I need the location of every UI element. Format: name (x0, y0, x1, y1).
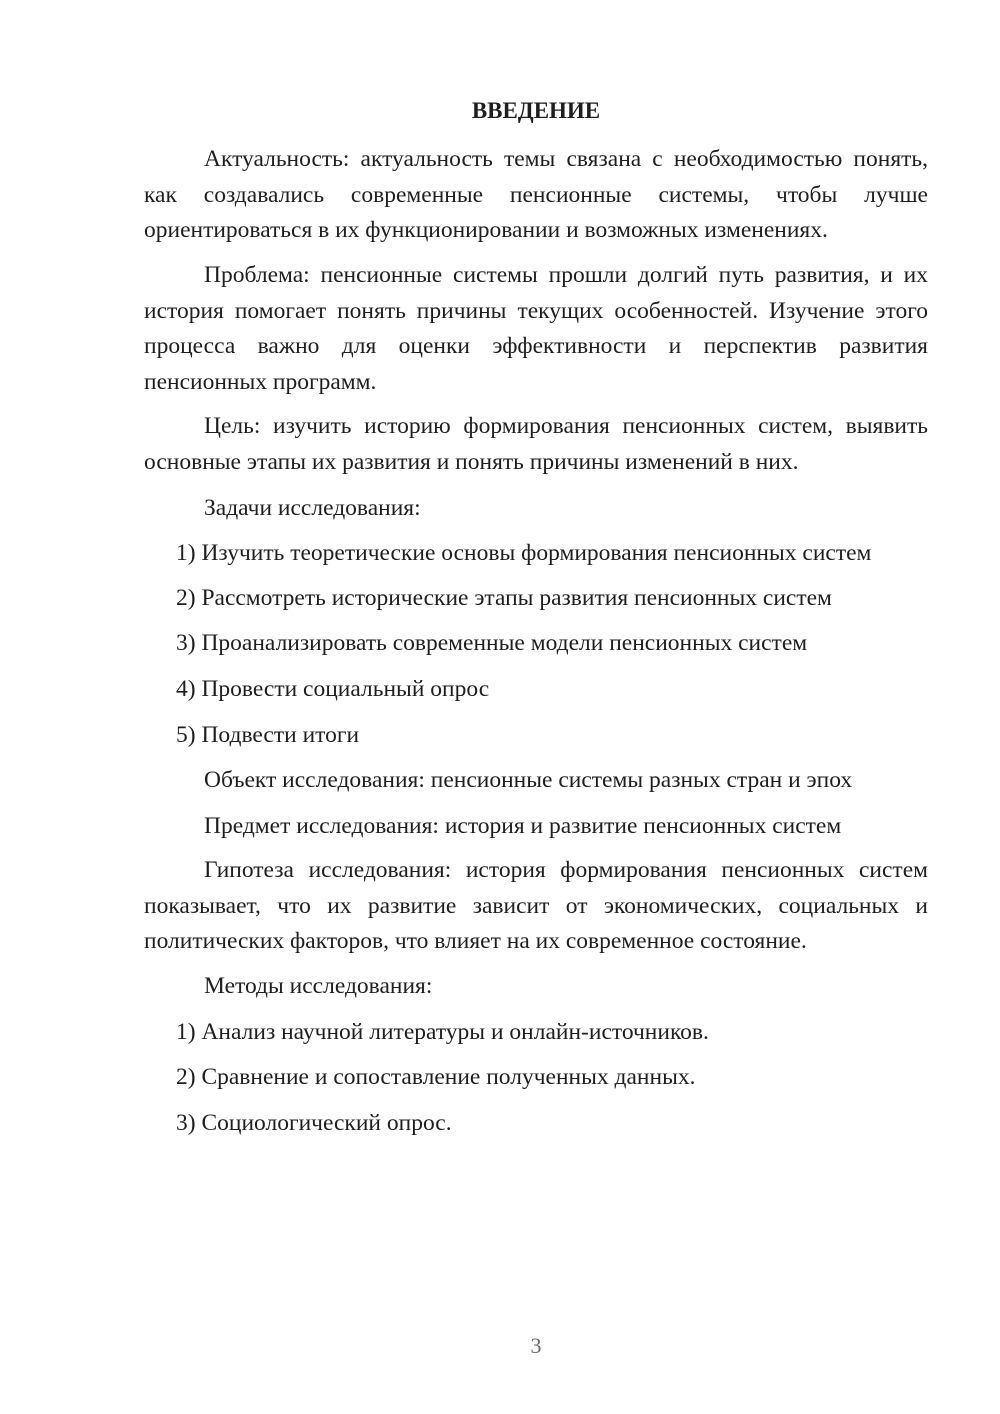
task-item: 3) Проанализировать современные модели пенсионных систем (176, 630, 808, 656)
relevance-paragraph: Актуальность: актуальность темы связана с необходимостью понять, как создавались современные пенсионные системы, чтобы лучше ориентироваться в их функционировании и возможных изменениях. (144, 146, 928, 243)
subject-line: Предмет исследования: история и развитие пенсионных систем (204, 813, 842, 839)
tasks-heading: Задачи исследования: (204, 495, 421, 521)
goal-paragraph: Цель: изучить историю формирования пенсионных систем, выявить основные этапы их развития и понять причины изменений в них. (144, 413, 928, 475)
task-item: 1) Изучить теоретические основы формирования пенсионных систем (176, 540, 872, 566)
method-item: 1) Анализ научной литературы и онлайн-источников. (176, 1019, 709, 1045)
task-item: 5) Подвести итоги (176, 722, 360, 748)
method-item: 2) Сравнение и сопоставление полученных данных. (176, 1064, 696, 1090)
task-item: 2) Рассмотреть исторические этапы развития пенсионных систем (176, 585, 832, 611)
page-number: 3 (530, 1333, 542, 1358)
object-line: Объект исследования: пенсионные системы разных стран и эпох (204, 767, 853, 793)
task-item: 4) Провести социальный опрос (176, 676, 490, 702)
methods-heading: Методы исследования: (204, 973, 433, 999)
method-item: 3) Социологический опрос. (176, 1110, 452, 1136)
hypothesis-paragraph: Гипотеза исследования: история формирования пенсионных систем показывает, что их развитие зависит от экономических, социальных и политических факторов, что влияет на их современное состояние. (144, 857, 928, 954)
problem-paragraph: Проблема: пенсионные системы прошли долгий путь развития, и их история помогает понять причины текущих особенностей. Изучение этого процесса важно для оценки эффективности и перспектив развития пенсионных программ. (144, 262, 928, 395)
page-title: ВВЕДЕНИЕ (471, 98, 601, 123)
